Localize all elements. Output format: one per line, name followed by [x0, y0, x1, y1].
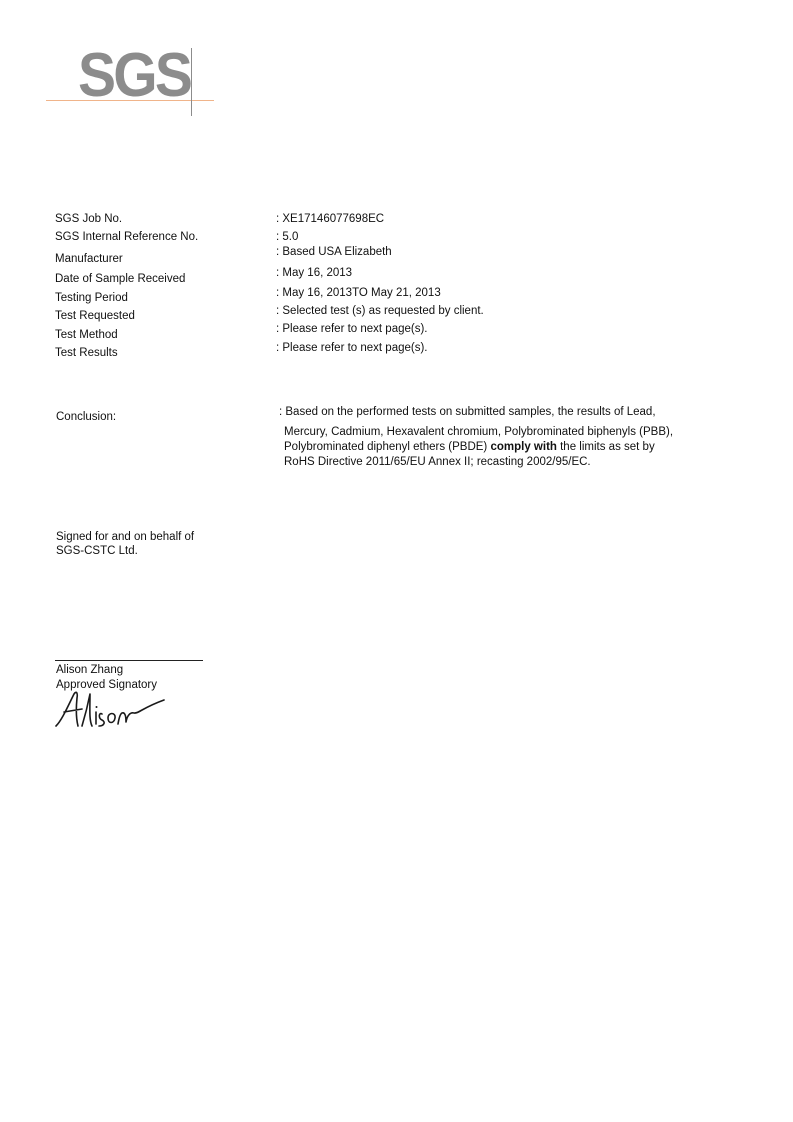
signature-underline — [55, 660, 203, 661]
internal-ref-label: SGS Internal Reference No. — [55, 231, 199, 243]
test-method-label: Test Method — [55, 329, 118, 341]
conclusion-label: Conclusion: — [56, 411, 117, 423]
test-results-label: Test Results — [55, 347, 118, 359]
manufacturer-label: Manufacturer — [55, 253, 123, 265]
logo-text: SGS — [78, 41, 191, 110]
test-requested-label: Test Requested — [55, 310, 135, 322]
conclusion-line-3-after: the limits as set by — [556, 441, 655, 453]
conclusion-line-1: : Based on the performed tests on submitted samples, the results of Lead, — [279, 406, 656, 418]
conclusion-line-4: RoHS Directive 2011/65/EU Annex II; recasting 2002/95/EC. — [284, 456, 591, 468]
signatory-title: Approved Signatory — [56, 679, 158, 691]
signed-line-2: SGS-CSTC Ltd. — [56, 545, 138, 557]
conclusion-line-3-before: Polybrominated diphenyl ethers (PBDE) — [284, 441, 491, 453]
comply-with-emphasis: comply with — [490, 441, 557, 453]
job-no-value: : XE17146077698EC — [276, 213, 385, 225]
signed-line-1: Signed for and on behalf of — [56, 531, 195, 543]
conclusion-line-2: Mercury, Cadmium, Hexavalent chromium, Polybrominated biphenyls (PBB), — [284, 426, 674, 438]
test-results-value: : Please refer to next page(s). — [276, 342, 428, 354]
test-requested-value: : Selected test (s) as requested by client. — [276, 305, 484, 317]
sgs-logo — [46, 41, 216, 118]
testing-period-label: Testing Period — [55, 292, 128, 304]
conclusion-line-3 — [284, 441, 655, 453]
handwritten-signature — [52, 686, 170, 732]
internal-ref-value: : 5.0 — [276, 231, 299, 243]
manufacturer-value: : Based USA Elizabeth — [276, 246, 392, 258]
logo-vertical-line — [191, 48, 192, 116]
job-no-label: SGS Job No. — [55, 213, 123, 225]
testing-period-value: : May 16, 2013TO May 21, 2013 — [276, 287, 441, 299]
signatory-name: Alison Zhang — [56, 664, 124, 676]
date-received-value: : May 16, 2013 — [276, 267, 353, 279]
test-method-value: : Please refer to next page(s). — [276, 323, 428, 335]
date-received-label: Date of Sample Received — [55, 273, 186, 285]
